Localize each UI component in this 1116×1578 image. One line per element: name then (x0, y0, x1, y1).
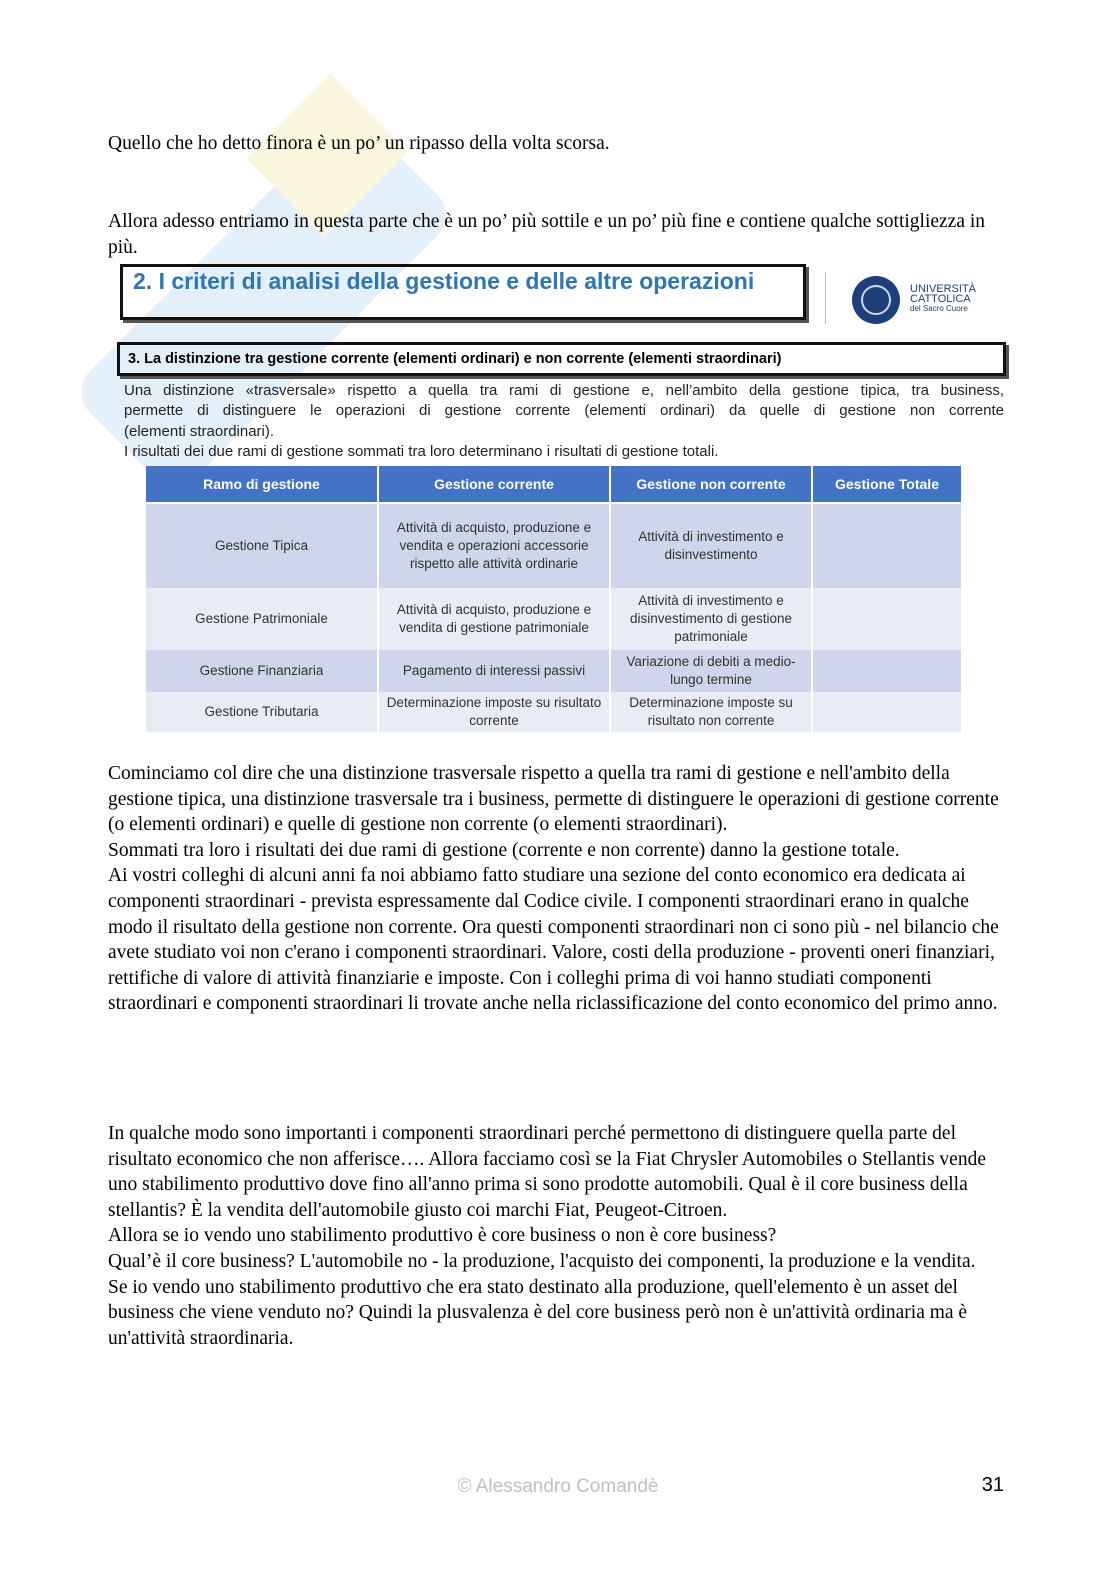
table-cell: Attività di investimento e disinvestimento (610, 503, 812, 588)
table-cell: Gestione Finanziaria (146, 650, 378, 692)
table-header: Gestione Totale (812, 466, 962, 503)
table-row (146, 588, 962, 650)
table-header-row (146, 466, 962, 503)
body-text-block-1 (108, 761, 1013, 1017)
slide-description: Una distinzione «trasversale» rispetto a quella tra rami di gestione e, nell’ambito della gestione tipica, tra business, permette di distinguere le operazioni di gestione corrente (elementi ordinari) da quelle di gestione non corrente (elementi straordinari). I risultati dei due rami di gestione sommati tra loro determinano i risultati di gestione totali. (124, 382, 1004, 460)
table-cell (812, 692, 962, 732)
slide-title: 2. I criteri di analisi della gestione e delle altre operazioni (133, 268, 755, 294)
table-row (146, 650, 962, 692)
table-cell (812, 650, 962, 692)
body-paragraph: Se io vendo uno stabilimento produttivo che era stato destinato alla produzione, quell'elemento è un asset del business che viene venduto no? Quindi la plusvalenza è del core business però non è un'attività ordinaria ma è un'attività straordinaria. (108, 1276, 968, 1349)
slide-title-box (120, 264, 806, 320)
table-cell (812, 588, 962, 650)
table-header: Ramo di gestione (146, 466, 378, 503)
intro-paragraph: Quello che ho detto finora è un po’ un ripasso della volta scorsa. (108, 133, 610, 154)
body-paragraph: In qualche modo sono importanti i componenti straordinari perché permettono di distinguere quella parte del risultato economico che non afferisce…. Allora facciamo così se la Fiat Chrysler Automobiles o Stellantis vende uno stabilimento produttivo dove fino all'anno prima si sono prodotte automobili. Qual è il core business della stellantis? È la vendita dell'automobile giusto coi marchi Fiat, Peugeot-Citroen. (108, 1123, 986, 1221)
university-logo-text: UNIVERSITÀ CATTOLICA del Sacro Cuore (910, 283, 977, 313)
table-header: Gestione corrente (378, 466, 610, 503)
table-cell: Attività di investimento e disinvestimento di gestione patrimoniale (610, 588, 812, 650)
table-cell: Gestione Tipica (146, 503, 378, 588)
table-cell: Determinazione imposte su risultato corrente (378, 692, 610, 732)
table-cell: Pagamento di interessi passivi (378, 650, 610, 692)
table-cell: Determinazione imposte su risultato non corrente (610, 692, 812, 732)
page-number: 31 (981, 1474, 1004, 1496)
table-header: Gestione non corrente (610, 466, 812, 503)
gestione-table (146, 466, 963, 732)
university-seal-icon (852, 276, 900, 324)
body-paragraph: Cominciamo col dire che una distinzione trasversale rispetto a quella tra rami di gestione e nell'ambito della gestione tipica, una distinzione trasversale tra i business, permette di distinguere le operazioni di gestione corrente (o elementi ordinari) e quelle di gestione non corrente (o elementi straordinari). (108, 763, 999, 836)
table-cell: Gestione Tributaria (146, 692, 378, 732)
body-paragraph: Qual’è il core business? L'automobile no - la produzione, l'acquisto dei componenti, la produzione e la vendita. (108, 1250, 976, 1272)
footer-copyright: © Alessandro Comandè (457, 1476, 659, 1497)
table-cell (812, 503, 962, 588)
section-title-box (117, 342, 1006, 376)
table-cell: Attività di acquisto, produzione e vendita di gestione patrimoniale (378, 588, 610, 650)
table-row (146, 503, 962, 588)
table-cell: Attività di acquisto, produzione e vendita e operazioni accessorie rispetto alle attività ordinarie (378, 503, 610, 588)
section-title: 3. La distinzione tra gestione corrente (elementi ordinari) e non corrente (elementi straordinari) (128, 351, 782, 367)
table-cell: Variazione di debiti a medio-lungo termine (610, 650, 812, 692)
logo-divider (825, 272, 826, 324)
transition-paragraph: Allora adesso entriamo in questa parte che è un po’ più sottile e un po’ più fine e contiene qualche sottigliezza in più. (108, 211, 986, 258)
body-paragraph: Ai vostri colleghi di alcuni anni fa noi abbiamo fatto studiare una sezione del conto economico era dedicata ai componenti straordinari - prevista espressamente dal Codice civile. I componenti straordinari erano in qualche modo il risultato della gestione non corrente. Ora questi componenti straordinari non ci sono più - nel bilancio che avete studiato voi non c'erano i componenti straordinari. Valore, costi della produzione - proventi oneri finanziari, rettifiche di valore di attività finanziarie e imposte. Con i colleghi prima di voi hanno studiati componenti straordinari e componenti straordinari li trovate anche nella riclassificazione del conto economico del primo anno. (108, 865, 999, 1015)
table-cell: Gestione Patrimoniale (146, 588, 378, 650)
body-paragraph: Allora se io vendo uno stabilimento produttivo è core business o non è core business? (108, 1225, 777, 1247)
lecture-slide (112, 262, 1012, 740)
body-paragraph: Sommati tra loro i risultati dei due rami di gestione (corrente e non corrente) danno la gestione totale. (108, 839, 900, 861)
table-row (146, 692, 962, 732)
body-text-block-2 (108, 1121, 1013, 1351)
